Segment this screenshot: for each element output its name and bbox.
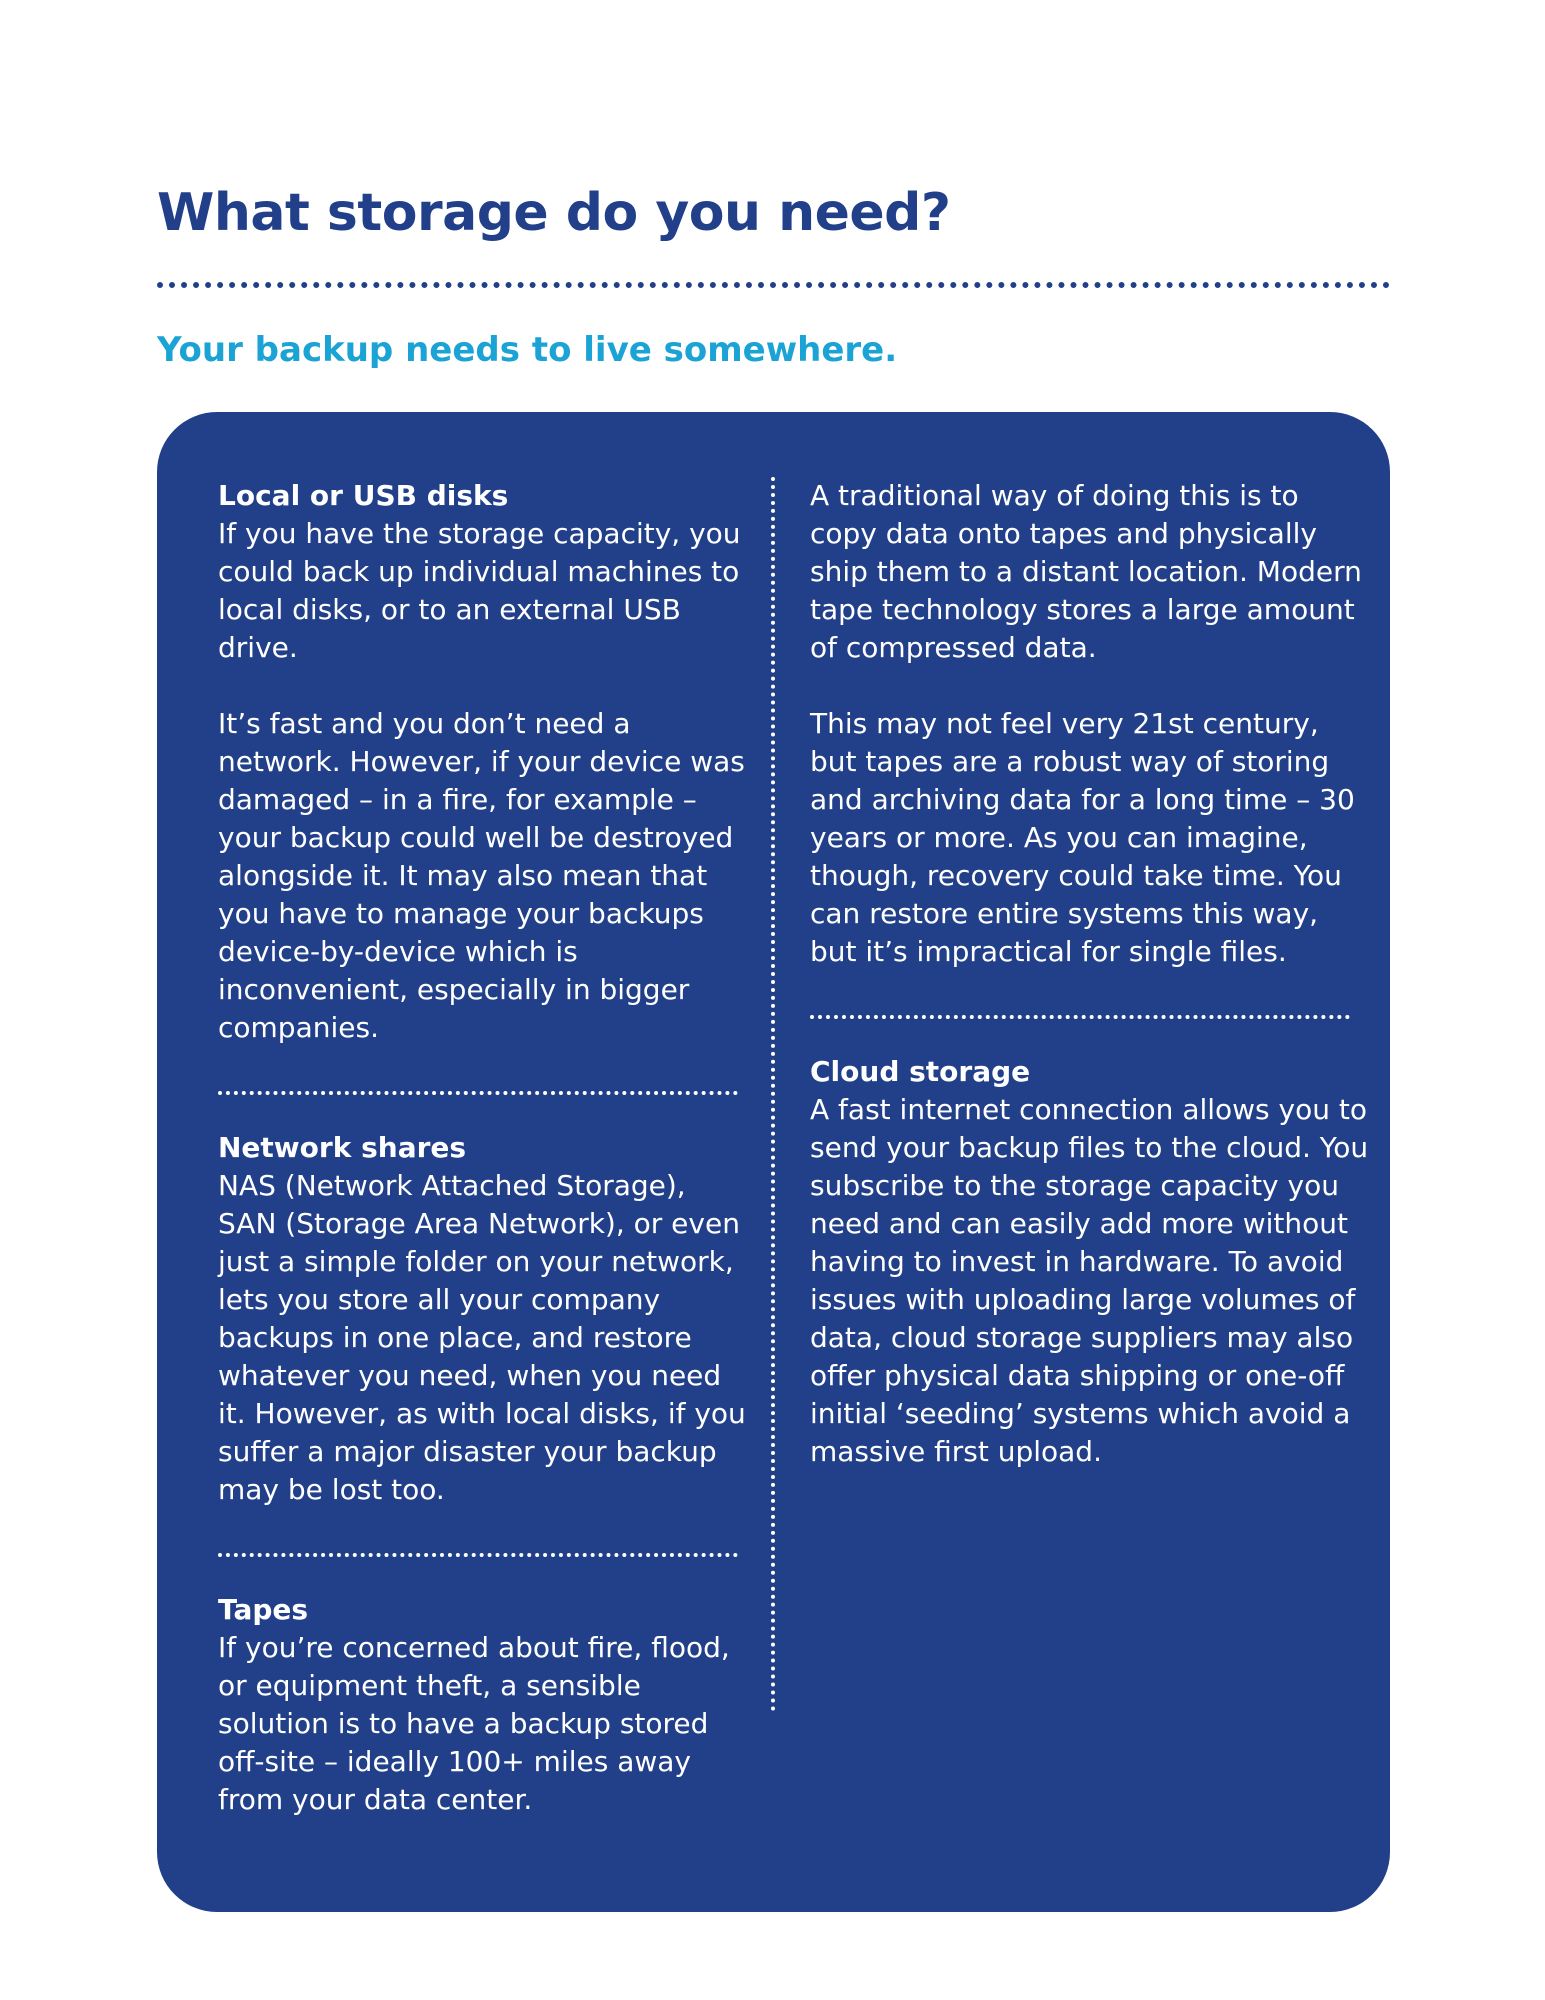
tapes-paragraph-2: A traditional way of doing this is to copy data onto tapes and physically ship them to a distant location. Modern tape technology stores a large amount of compressed data. — [810, 479, 1362, 664]
section-heading-local-usb-disks: Local or USB disks — [218, 479, 509, 512]
cloud-storage-paragraph: A fast internet connection allows you to send your backup files to the cloud. You subscribe to the storage capacity you need and can easily add more without having to invest in hardware. To avoid issues with uploading large volumes of data, cloud storage suppliers may also offer physical data shipping or one-off initial ‘seeding’ systems which avoid a massive first upload. — [810, 1093, 1369, 1468]
right-column — [810, 477, 1370, 1471]
tapes-paragraph-3: This may not feel very 21st century, but tapes are a robust way of storing and archiving data for a long time – 30 years or more. As you can imagine, though, recovery could take time. You can restore entire systems this way, but it’s impractical for single files. — [810, 707, 1355, 968]
local-usb-paragraph-1: If you have the storage capacity, you could back up individual machines to local disks, or to an external USB drive. — [218, 517, 741, 664]
section-divider — [218, 1091, 738, 1095]
tapes-paragraph-1: If you’re concerned about fire, flood, or equipment theft, a sensible solution is to have a backup stored off-site – ideally 100+ miles away from your data center. — [218, 1631, 730, 1816]
section-heading-tapes: Tapes — [218, 1593, 309, 1626]
section-heading-cloud-storage: Cloud storage — [810, 1055, 1031, 1088]
column-divider — [771, 477, 775, 1712]
section-tapes — [218, 1591, 748, 1819]
section-divider — [218, 1553, 738, 1557]
section-local-usb-disks — [218, 477, 748, 1047]
page-subtitle: Your backup needs to live somewhere. — [157, 330, 898, 370]
storage-options-panel — [157, 412, 1390, 1912]
title-divider — [157, 282, 1390, 288]
section-heading-network-shares: Network shares — [218, 1131, 467, 1164]
section-tapes-continued — [810, 477, 1370, 971]
left-column — [218, 477, 748, 1819]
page-title: What storage do you need? — [157, 183, 951, 243]
section-network-shares — [218, 1129, 748, 1509]
local-usb-paragraph-2: It’s fast and you don’t need a network. However, if your device was damaged – in a fire, for example – your backup could well be destroyed alongside it. It may also mean that you have to manage your backups device-by-device which is inconvenient, especially in bigger companies. — [218, 707, 745, 1044]
section-divider — [810, 1015, 1350, 1019]
section-cloud-storage — [810, 1053, 1370, 1471]
network-shares-paragraph: NAS (Network Attached Storage), SAN (Storage Area Network), or even just a simple folder on your network, lets you store all your company backups in one place, and restore whatever you need, when you need it. However, as with local disks, if you suffer a major disaster your backup may be lost too. — [218, 1169, 746, 1506]
